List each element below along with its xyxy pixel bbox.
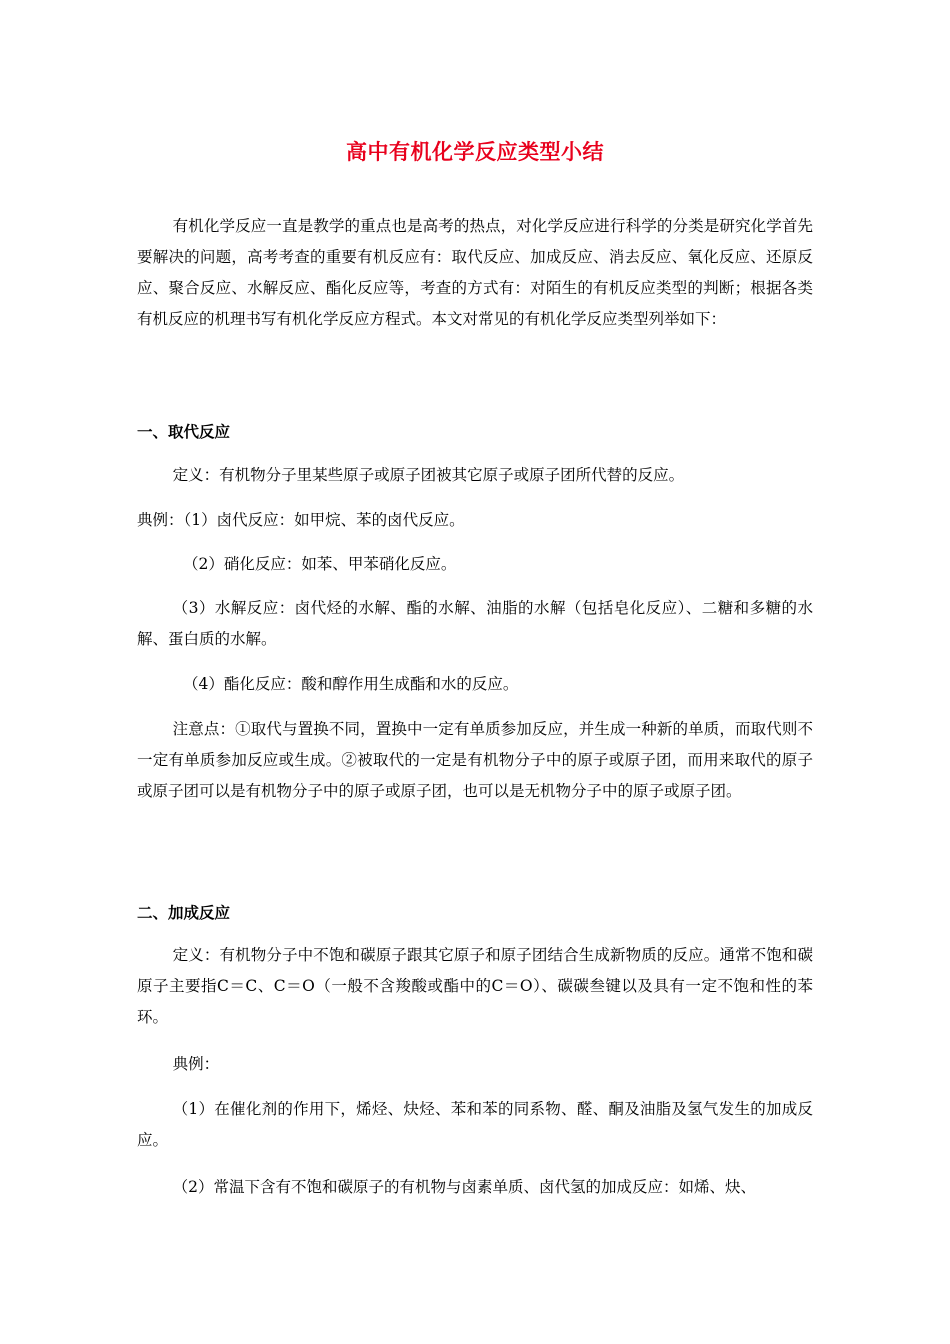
addition-definition: 定义：有机物分子中不饱和碳原子跟其它原子和原子团结合生成新物质的反应。通常不饱和碳原子主要指C＝C、C＝O（一般不含羧酸或酯中的C＝O）、碳碳叁键以及具有一定不饱和性的苯环。	[137, 946, 813, 1026]
section-heading-addition: 二、加成反应	[137, 904, 231, 922]
substitution-definition: 定义：有机物分子里某些原子或原子团被其它原子或原子团所代替的反应。	[172, 466, 685, 484]
addition-example-label: 典例：	[172, 1055, 220, 1073]
addition-example-1: （1）在催化剂的作用下，烯烃、炔烃、苯和苯的同系物、醛、酮及油脂及氢气发生的加成反应。	[137, 1100, 813, 1149]
addition-example-2: （2）常温下含有不饱和碳原子的有机物与卤素单质、卤代氢的加成反应：如烯、炔、	[172, 1178, 757, 1196]
substitution-note: 注意点：①取代与置换不同，置换中一定有单质参加反应，并生成一种新的单质，而取代则不一定有单质参加反应或生成。②被取代的一定是有机物分子中的原子或原子团，而用来取代的原子或原子团可以是有机物分子中的原子或原子团，也可以是无机物分子中的原子或原子团。	[137, 720, 813, 800]
substitution-example-2: （2）硝化反应：如苯、甲苯硝化反应。	[183, 555, 457, 573]
intro-paragraph: 有机化学反应一直是教学的重点也是高考的热点，对化学反应进行科学的分类是研究化学首先要解决的问题，高考考查的重要有机反应有：取代反应、加成反应、消去反应、氧化反应、还原反应、聚合反应、水解反应、酯化反应等，考查的方式有：对陌生的有机反应类型的判断；根据各类有机反应的机理书写有机化学反应方程式。本文对常见的有机化学反应类型列举如下：	[137, 217, 813, 328]
document-title: 高中有机化学反应类型小结	[346, 140, 604, 164]
substitution-example-3: （3）水解反应：卤代烃的水解、酯的水解、油脂的水解（包括皂化反应）、二糖和多糖的水解、蛋白质的水解。	[137, 599, 813, 648]
substitution-example-4: （4）酯化反应：酸和醇作用生成酯和水的反应。	[183, 675, 519, 693]
section-heading-substitution: 一、取代反应	[137, 423, 231, 441]
substitution-example-1: 典例：（1）卤代反应：如甲烷、苯的卤代反应。	[137, 511, 465, 529]
